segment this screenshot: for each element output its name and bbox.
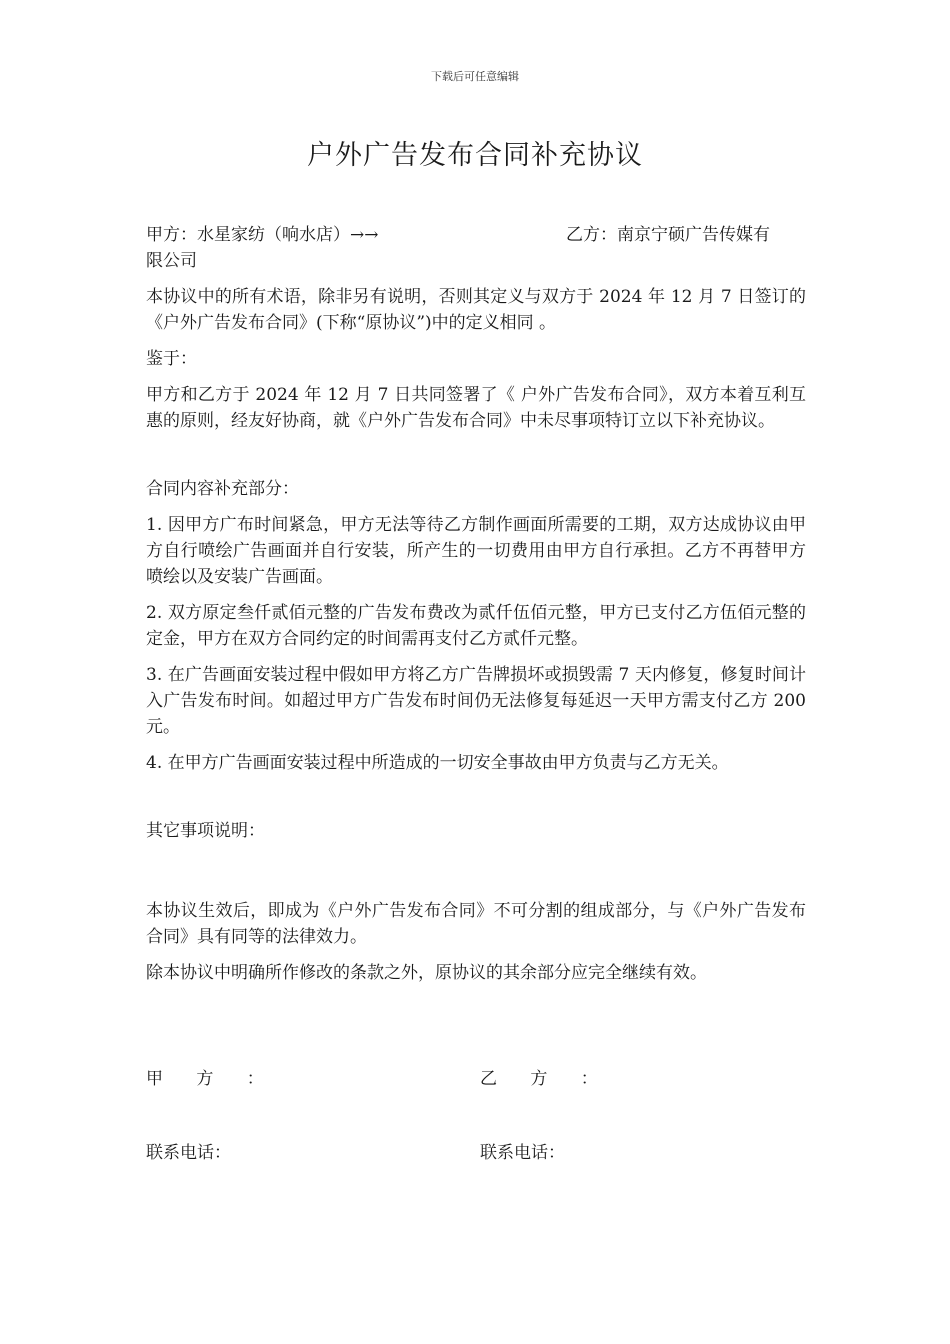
phone-row xyxy=(146,1138,806,1163)
document-body xyxy=(146,222,806,996)
phone-party-b: 联系电话： xyxy=(480,1143,565,1163)
other-paragraph-2: 除本协议中明确所作修改的条款之外，原协议的其余部分应完全继续有效。 xyxy=(146,963,707,983)
other-paragraph-1: 本协议生效后，即成为《户外广告发布合同》不可分割的组成部分，与《户外广告发布合同》具有同等的法律效力。 xyxy=(146,901,806,947)
other-label: 其它事项说明： xyxy=(146,821,265,841)
clause-4: 4. 在甲方广告画面安装过程中所造成的一切安全事故由甲方负责与乙方无关。 xyxy=(146,753,729,773)
header-note: 下载后可任意编辑 xyxy=(431,70,519,83)
party-b-line1: 乙方：南京宁硕广告传媒有 xyxy=(566,225,770,245)
parties-block xyxy=(146,222,806,274)
phone-party-a: 联系电话： xyxy=(146,1143,231,1163)
document-title: 户外广告发布合同补充协议 xyxy=(307,140,643,171)
intro-paragraph: 本协议中的所有术语，除非另有说明，否则其定义与双方于 2024 年 12 月 7 日签订的《户外广告发布合同》(下称“原协议”)中的定义相同 。 xyxy=(146,287,806,333)
whereas-paragraph: 甲方和乙方于 2024 年 12 月 7 日共同签署了《 户外广告发布合同》，双方本着互利互惠的原则，经友好协商，就《户外广告发布合同》中未尽事项特订立以下补充协议。 xyxy=(146,385,806,431)
clause-1: 1. 因甲方广布时间紧急，甲方无法等待乙方制作画面所需要的工期，双方达成协议由甲方自行喷绘广告画面并自行安装，所产生的一切费用由甲方自行承担。乙方不再替甲方喷绘以及安装广告画面。 xyxy=(146,515,806,587)
party-a: 甲方：水星家纺（响水店）→→ xyxy=(146,225,379,245)
signature-party-a: 甲 方 ： xyxy=(146,1069,278,1089)
party-b-line2: 限公司 xyxy=(146,251,197,271)
supplement-label: 合同内容补充部分： xyxy=(146,479,299,499)
clause-2: 2. 双方原定叁仟贰佰元整的广告发布费改为贰仟伍佰元整，甲方已支付乙方伍佰元整的定金，甲方在双方合同约定的时间需再支付乙方贰仟元整。 xyxy=(146,603,806,649)
whereas-label: 鉴于： xyxy=(146,349,197,369)
clause-3: 3. 在广告画面安装过程中假如甲方将乙方广告牌损坏或损毁需 7 天内修复，修复时间计入广告发布时间。如超过甲方广告发布时间仍无法修复每延迟一天甲方需支付乙方 200 元。 xyxy=(146,665,806,737)
signature-party-b: 乙 方 ： xyxy=(480,1069,612,1089)
signature-row xyxy=(146,1064,806,1089)
